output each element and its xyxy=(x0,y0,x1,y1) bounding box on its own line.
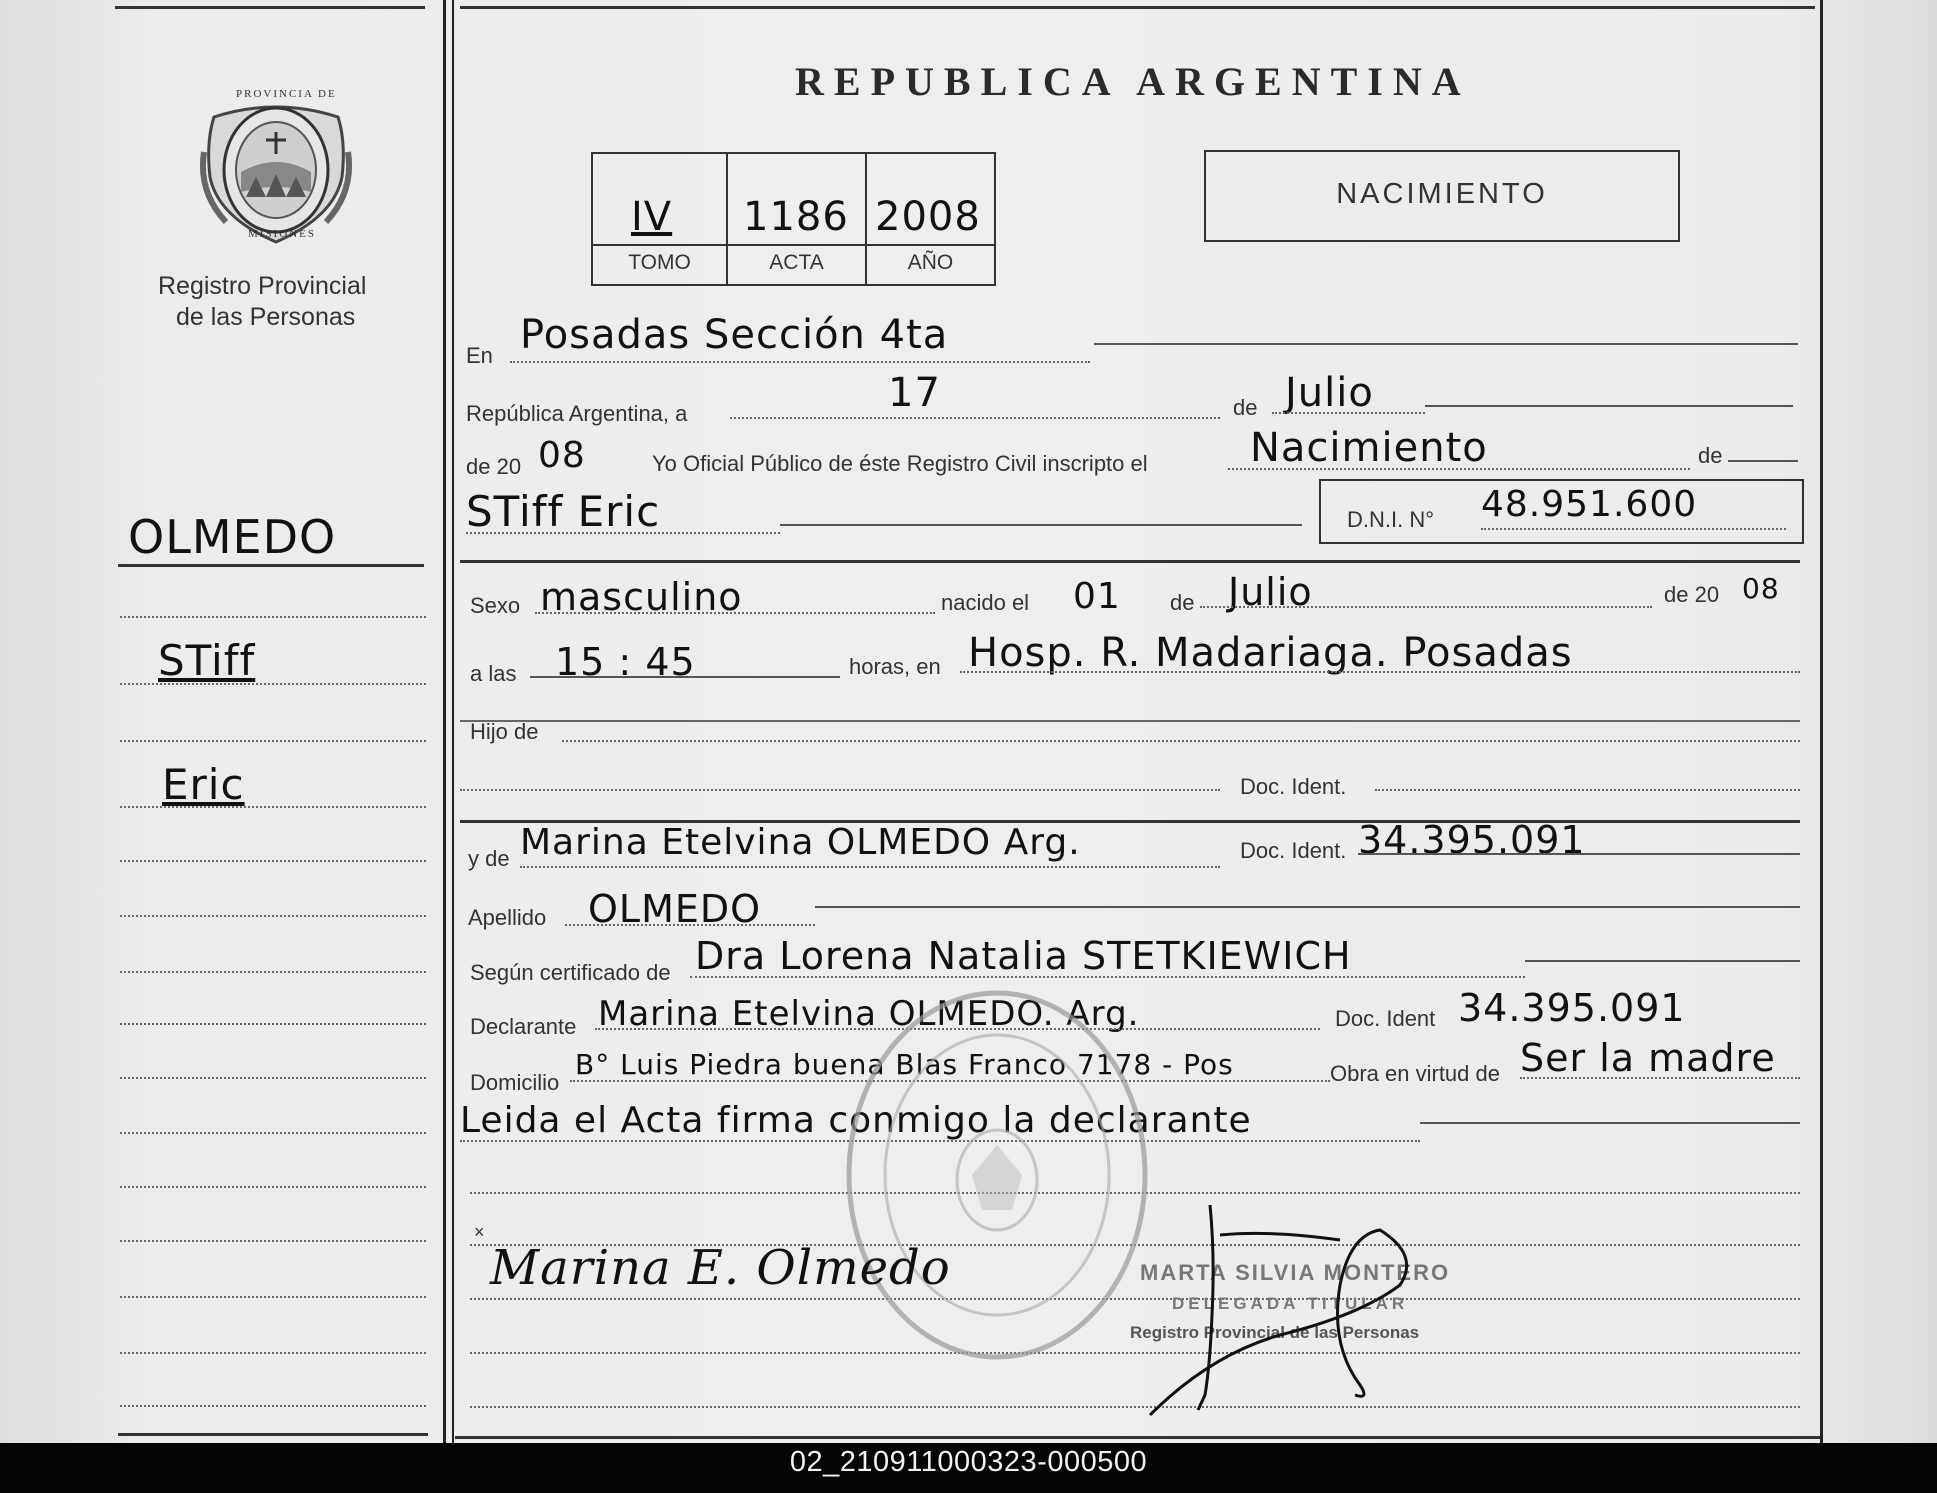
domicilio-label: Domicilio xyxy=(470,1070,560,1095)
birth-month-value: Julio xyxy=(1228,570,1313,614)
apellido-line-end xyxy=(815,906,1800,908)
en-line-end xyxy=(1094,343,1798,345)
apellido-label: Apellido xyxy=(468,905,547,930)
certificado-line-end xyxy=(1525,960,1800,962)
signature-mark: × xyxy=(474,1222,485,1242)
registry-name-line1: Registro Provincial xyxy=(158,272,367,300)
dni-value: 48.951.600 xyxy=(1481,484,1698,525)
registry-seal xyxy=(196,82,356,247)
year-prefix-label: de 20 xyxy=(466,454,522,479)
acta-label: ACTA xyxy=(769,251,824,274)
en-value: Posadas Sección 4ta xyxy=(520,312,949,358)
tomo-label: TOMO xyxy=(628,251,691,274)
acta-value: 1186 xyxy=(743,194,849,240)
sexo-label: Sexo xyxy=(470,593,521,618)
month-line-end xyxy=(1425,405,1793,407)
inscripto-line xyxy=(1228,468,1690,470)
bottom-rule-left xyxy=(118,1433,428,1436)
margin-line xyxy=(120,1352,426,1354)
obra-line xyxy=(1520,1077,1800,1079)
anio-value: 2008 xyxy=(875,194,981,240)
dni-line xyxy=(1481,528,1786,530)
declarant-signature: Marina E. Olmedo xyxy=(490,1240,951,1296)
left-column-border xyxy=(443,0,446,1443)
margin-line xyxy=(120,1023,426,1025)
month-line xyxy=(1272,412,1425,414)
margin-name2: Eric xyxy=(162,760,245,809)
mother-line xyxy=(520,866,1220,868)
birth-month-line xyxy=(1200,606,1652,608)
a-las-label: a las xyxy=(470,661,517,686)
place-line xyxy=(960,671,1800,673)
doc-ident-label-3: Doc. Ident xyxy=(1335,1006,1436,1031)
official-signature-icon xyxy=(1120,1195,1520,1425)
inscripto-line-end xyxy=(1728,460,1798,462)
hijo-line xyxy=(562,740,1800,742)
oficial-label: Yo Oficial Público de éste Registro Civil inscripto el xyxy=(652,451,1148,476)
margin-line xyxy=(120,1405,426,1407)
birth-year-value: 08 xyxy=(1742,572,1780,605)
leida-line-end xyxy=(1420,1122,1800,1124)
official-name: MARTA SILVIA MONTERO xyxy=(1140,1260,1451,1285)
birth-day-value: 01 xyxy=(1073,576,1121,617)
tomo-value: IV xyxy=(631,194,673,240)
mother-doc-value: 34.395.091 xyxy=(1358,818,1586,862)
declarante-doc-value: 34.395.091 xyxy=(1458,986,1686,1030)
page-title: REPUBLICA ARGENTINA xyxy=(795,59,1471,104)
certificado-line xyxy=(690,976,1525,978)
top-rule-main xyxy=(460,6,1815,9)
nacido-label: nacido el xyxy=(941,590,1030,615)
en-line xyxy=(510,361,1090,363)
de-label-3: de xyxy=(1170,590,1195,615)
domicilio-value: B° Luis Piedra buena Blas Franco 7178 - Pos xyxy=(575,1048,1234,1081)
anio-label: AÑO xyxy=(907,251,954,274)
birth-year-label: de 20 xyxy=(1664,582,1720,607)
month-value: Julio xyxy=(1285,370,1374,416)
de-label: de xyxy=(1233,395,1258,420)
margin-line xyxy=(120,1240,426,1242)
margin-line xyxy=(120,806,426,808)
margin-line xyxy=(120,683,426,685)
father-doc-line xyxy=(1375,789,1800,791)
day-value: 17 xyxy=(888,370,941,416)
leida-value: Leida el Acta firma conmigo la declarante xyxy=(460,1100,1252,1141)
margin-line xyxy=(120,971,426,973)
declarante-label: Declarante xyxy=(470,1014,577,1039)
mother-value: Marina Etelvina OLMEDO Arg. xyxy=(520,822,1081,863)
child-name-line-end xyxy=(780,524,1302,526)
declarante-value: Marina Etelvina OLMEDO. Arg. xyxy=(598,994,1140,1034)
seal-bottom-text: MISIONES xyxy=(248,228,316,240)
doc-ident-label: Doc. Ident. xyxy=(1240,774,1347,799)
record-type-label: NACIMIENTO xyxy=(1336,178,1548,210)
margin-name1: STiff xyxy=(158,636,256,685)
official-role: DELEGADA TITULAR xyxy=(1172,1294,1409,1313)
margin-line xyxy=(120,1296,426,1298)
y-de-label: y de xyxy=(468,846,510,871)
child-name-value: STiff Eric xyxy=(466,487,661,536)
official-stamp-icon xyxy=(842,985,1152,1365)
margin-surname-rule xyxy=(118,564,424,567)
record-type-box xyxy=(1204,150,1680,242)
apellido-value: OLMEDO xyxy=(588,887,762,931)
margin-line xyxy=(120,915,426,917)
margin-line xyxy=(120,1186,426,1188)
margin-line xyxy=(120,740,426,742)
father-line xyxy=(460,789,1220,791)
official-org: Registro Provincial de las Personas xyxy=(1130,1323,1420,1342)
en-label: En xyxy=(466,343,493,368)
inscripto-value: Nacimiento xyxy=(1250,425,1488,471)
bottom-rule-main xyxy=(455,1436,1820,1439)
place-value: Hosp. R. Madariaga. Posadas xyxy=(968,630,1573,676)
seal-emblem-icon xyxy=(196,82,356,247)
apellido-line xyxy=(565,924,815,926)
separator-thick xyxy=(460,560,1800,563)
de-label-2: de xyxy=(1698,443,1723,468)
republica-label: República Argentina, a xyxy=(466,401,688,426)
top-rule-left xyxy=(115,6,425,9)
child-name-line xyxy=(466,532,780,534)
registry-name-line2: de las Personas xyxy=(176,303,356,331)
official-stamp xyxy=(842,985,1152,1365)
segun-label: Según certificado de xyxy=(470,960,671,985)
day-line xyxy=(730,417,1220,419)
margin-line xyxy=(120,1132,426,1134)
hijo-label: Hijo de xyxy=(470,719,539,744)
sexo-line xyxy=(535,612,935,614)
certificado-value: Dra Lorena Natalia STETKIEWICH xyxy=(695,934,1352,978)
main-left-border xyxy=(452,0,454,1443)
main-right-border xyxy=(1820,0,1823,1443)
dni-box xyxy=(1319,479,1804,544)
margin-surname: OLMEDO xyxy=(128,510,337,564)
record-box xyxy=(591,152,996,286)
document-id: 02_210911000323-000500 xyxy=(789,1446,1148,1478)
obra-label: Obra en virtud de xyxy=(1330,1061,1500,1086)
sexo-value: masculino xyxy=(540,575,743,619)
margin-line xyxy=(120,616,426,618)
year-value: 08 xyxy=(538,435,586,476)
horas-label: horas, en xyxy=(849,654,941,679)
seal-top-text: PROVINCIA DE xyxy=(236,88,337,100)
margin-line xyxy=(120,860,426,862)
time-line xyxy=(530,676,840,678)
hijo-separator xyxy=(460,720,1800,722)
time-value: 15 : 45 xyxy=(555,640,696,684)
mother-doc-line xyxy=(1358,853,1800,855)
doc-ident-label-2: Doc. Ident. xyxy=(1240,838,1347,863)
obra-value: Ser la madre xyxy=(1520,1036,1776,1080)
record-box-divider xyxy=(593,244,994,246)
margin-line xyxy=(120,1077,426,1079)
dni-label: D.N.I. N° xyxy=(1347,507,1435,532)
